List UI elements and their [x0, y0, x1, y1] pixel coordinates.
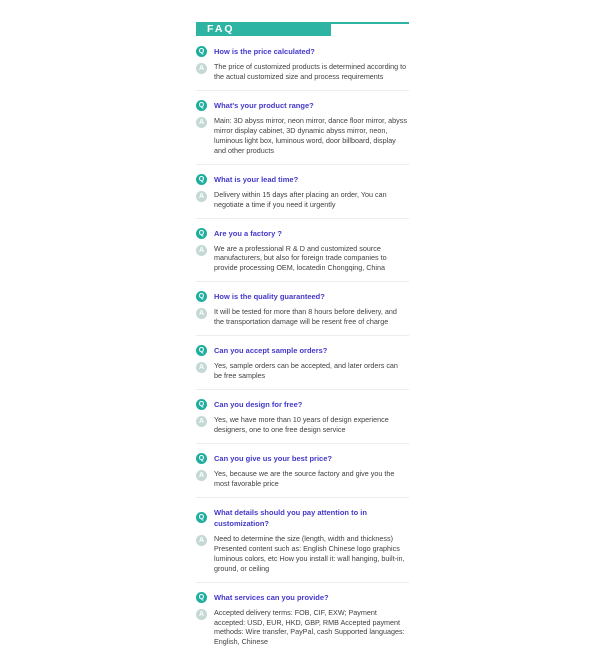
- answer-row: [196, 244, 409, 274]
- question-text: Can you give us your best price?: [214, 453, 332, 463]
- answer-row: [196, 62, 409, 82]
- faq-item: [196, 46, 409, 91]
- answer-text: Accepted delivery terms: FOB, CIF, EXW; Payment accepted: USD, EUR, HKD, GBP, RMB Accepted payment methods: Wire transfer, PayPal, cash Supported languages: English, Chinese: [214, 607, 405, 647]
- question-icon: Q: [196, 399, 207, 410]
- answer-text: We are a professional R & D and customized source manufacturers, but also for foreign trade companies to provide processing OEM, locatedin Chongqing, China: [214, 243, 387, 273]
- question-icon: Q: [196, 592, 207, 603]
- question-row: [196, 453, 409, 464]
- question-text: What details should you pay attention to in customization?: [214, 507, 367, 528]
- answer-row: [196, 116, 409, 156]
- question-row: [196, 345, 409, 356]
- answer-row: [196, 534, 409, 574]
- question-row: [196, 174, 409, 185]
- answer-icon: A: [196, 117, 207, 128]
- answer-text: Main: 3D abyss mirror, neon mirror, dance floor mirror, abyss mirror display cabinet, 3D dynamic abyss mirror, neon, luminous light box, luminous word, door billboard, display and other products: [214, 115, 407, 155]
- question-icon: Q: [196, 345, 207, 356]
- question-text: What services can you provide?: [214, 592, 329, 602]
- answer-icon: A: [196, 470, 207, 481]
- answer-text: Delivery within 15 days after placing an order, You can negotiate a time if you need it urgently: [214, 189, 387, 209]
- answer-icon: A: [196, 609, 207, 620]
- answer-text: The price of customized products is determined according to the actual customized size and process requirements: [214, 62, 407, 81]
- question-icon: Q: [196, 174, 207, 185]
- answer-icon: A: [196, 245, 207, 256]
- faq-list: [196, 46, 409, 655]
- question-row: [196, 46, 409, 57]
- faq-item: [196, 100, 409, 165]
- question-text: What's your product range?: [214, 100, 314, 110]
- answer-text: Yes, sample orders can be accepted, and later orders can be free samples: [214, 361, 398, 381]
- answer-text: Yes, because we are the source factory and give you the most favorable price: [214, 468, 395, 488]
- question-row: [196, 399, 409, 410]
- faq-title-bar: [196, 22, 331, 36]
- answer-icon: A: [196, 416, 207, 427]
- question-text: Can you design for free?: [214, 400, 303, 410]
- question-text: Are you a factory ?: [214, 228, 282, 238]
- answer-row: [196, 415, 409, 435]
- section-title: FAQ: [207, 23, 235, 35]
- faq-item: [196, 507, 409, 583]
- question-icon: Q: [196, 100, 207, 111]
- question-text: How is the quality guaranteed?: [214, 292, 325, 302]
- answer-row: [196, 608, 409, 648]
- question-icon: Q: [196, 453, 207, 464]
- question-row: [196, 507, 409, 529]
- answer-icon: A: [196, 308, 207, 319]
- faq-item: [196, 399, 409, 444]
- faq-item: [196, 228, 409, 283]
- question-row: [196, 291, 409, 302]
- faq-item: [196, 174, 409, 219]
- answer-text: It will be tested for more than 8 hours before delivery, and the transportation damage will be resent free of charge: [214, 307, 397, 327]
- answer-text: Need to determine the size (length, width and thickness) Presented content such as: English Chinese logo graphics luminous colors, etc How you install it: wall hanging, built-in, ground, or ceiling: [214, 533, 405, 573]
- faq-header: [196, 22, 409, 36]
- answer-icon: A: [196, 63, 207, 74]
- faq-item: [196, 345, 409, 390]
- answer-icon: A: [196, 191, 207, 202]
- faq-item: [196, 453, 409, 498]
- question-icon: Q: [196, 228, 207, 239]
- answer-row: [196, 307, 409, 327]
- answer-row: [196, 469, 409, 489]
- question-text: How is the price calculated?: [214, 47, 315, 56]
- question-row: [196, 100, 409, 111]
- question-row: [196, 592, 409, 603]
- answer-icon: A: [196, 535, 207, 546]
- faq-item: [196, 592, 409, 656]
- question-icon: Q: [196, 512, 207, 523]
- question-text: What is your lead time?: [214, 174, 299, 184]
- answer-icon: A: [196, 362, 207, 373]
- question-text: Can you accept sample orders?: [214, 346, 328, 356]
- question-icon: Q: [196, 291, 207, 302]
- question-row: [196, 228, 409, 239]
- header-underline: [331, 22, 409, 24]
- question-icon: Q: [196, 46, 207, 57]
- answer-row: [196, 190, 409, 210]
- answer-text: Yes, we have more than 10 years of design experience designers, one to one free design service: [214, 415, 389, 434]
- faq-section: [196, 22, 409, 664]
- faq-item: [196, 291, 409, 336]
- answer-row: [196, 361, 409, 381]
